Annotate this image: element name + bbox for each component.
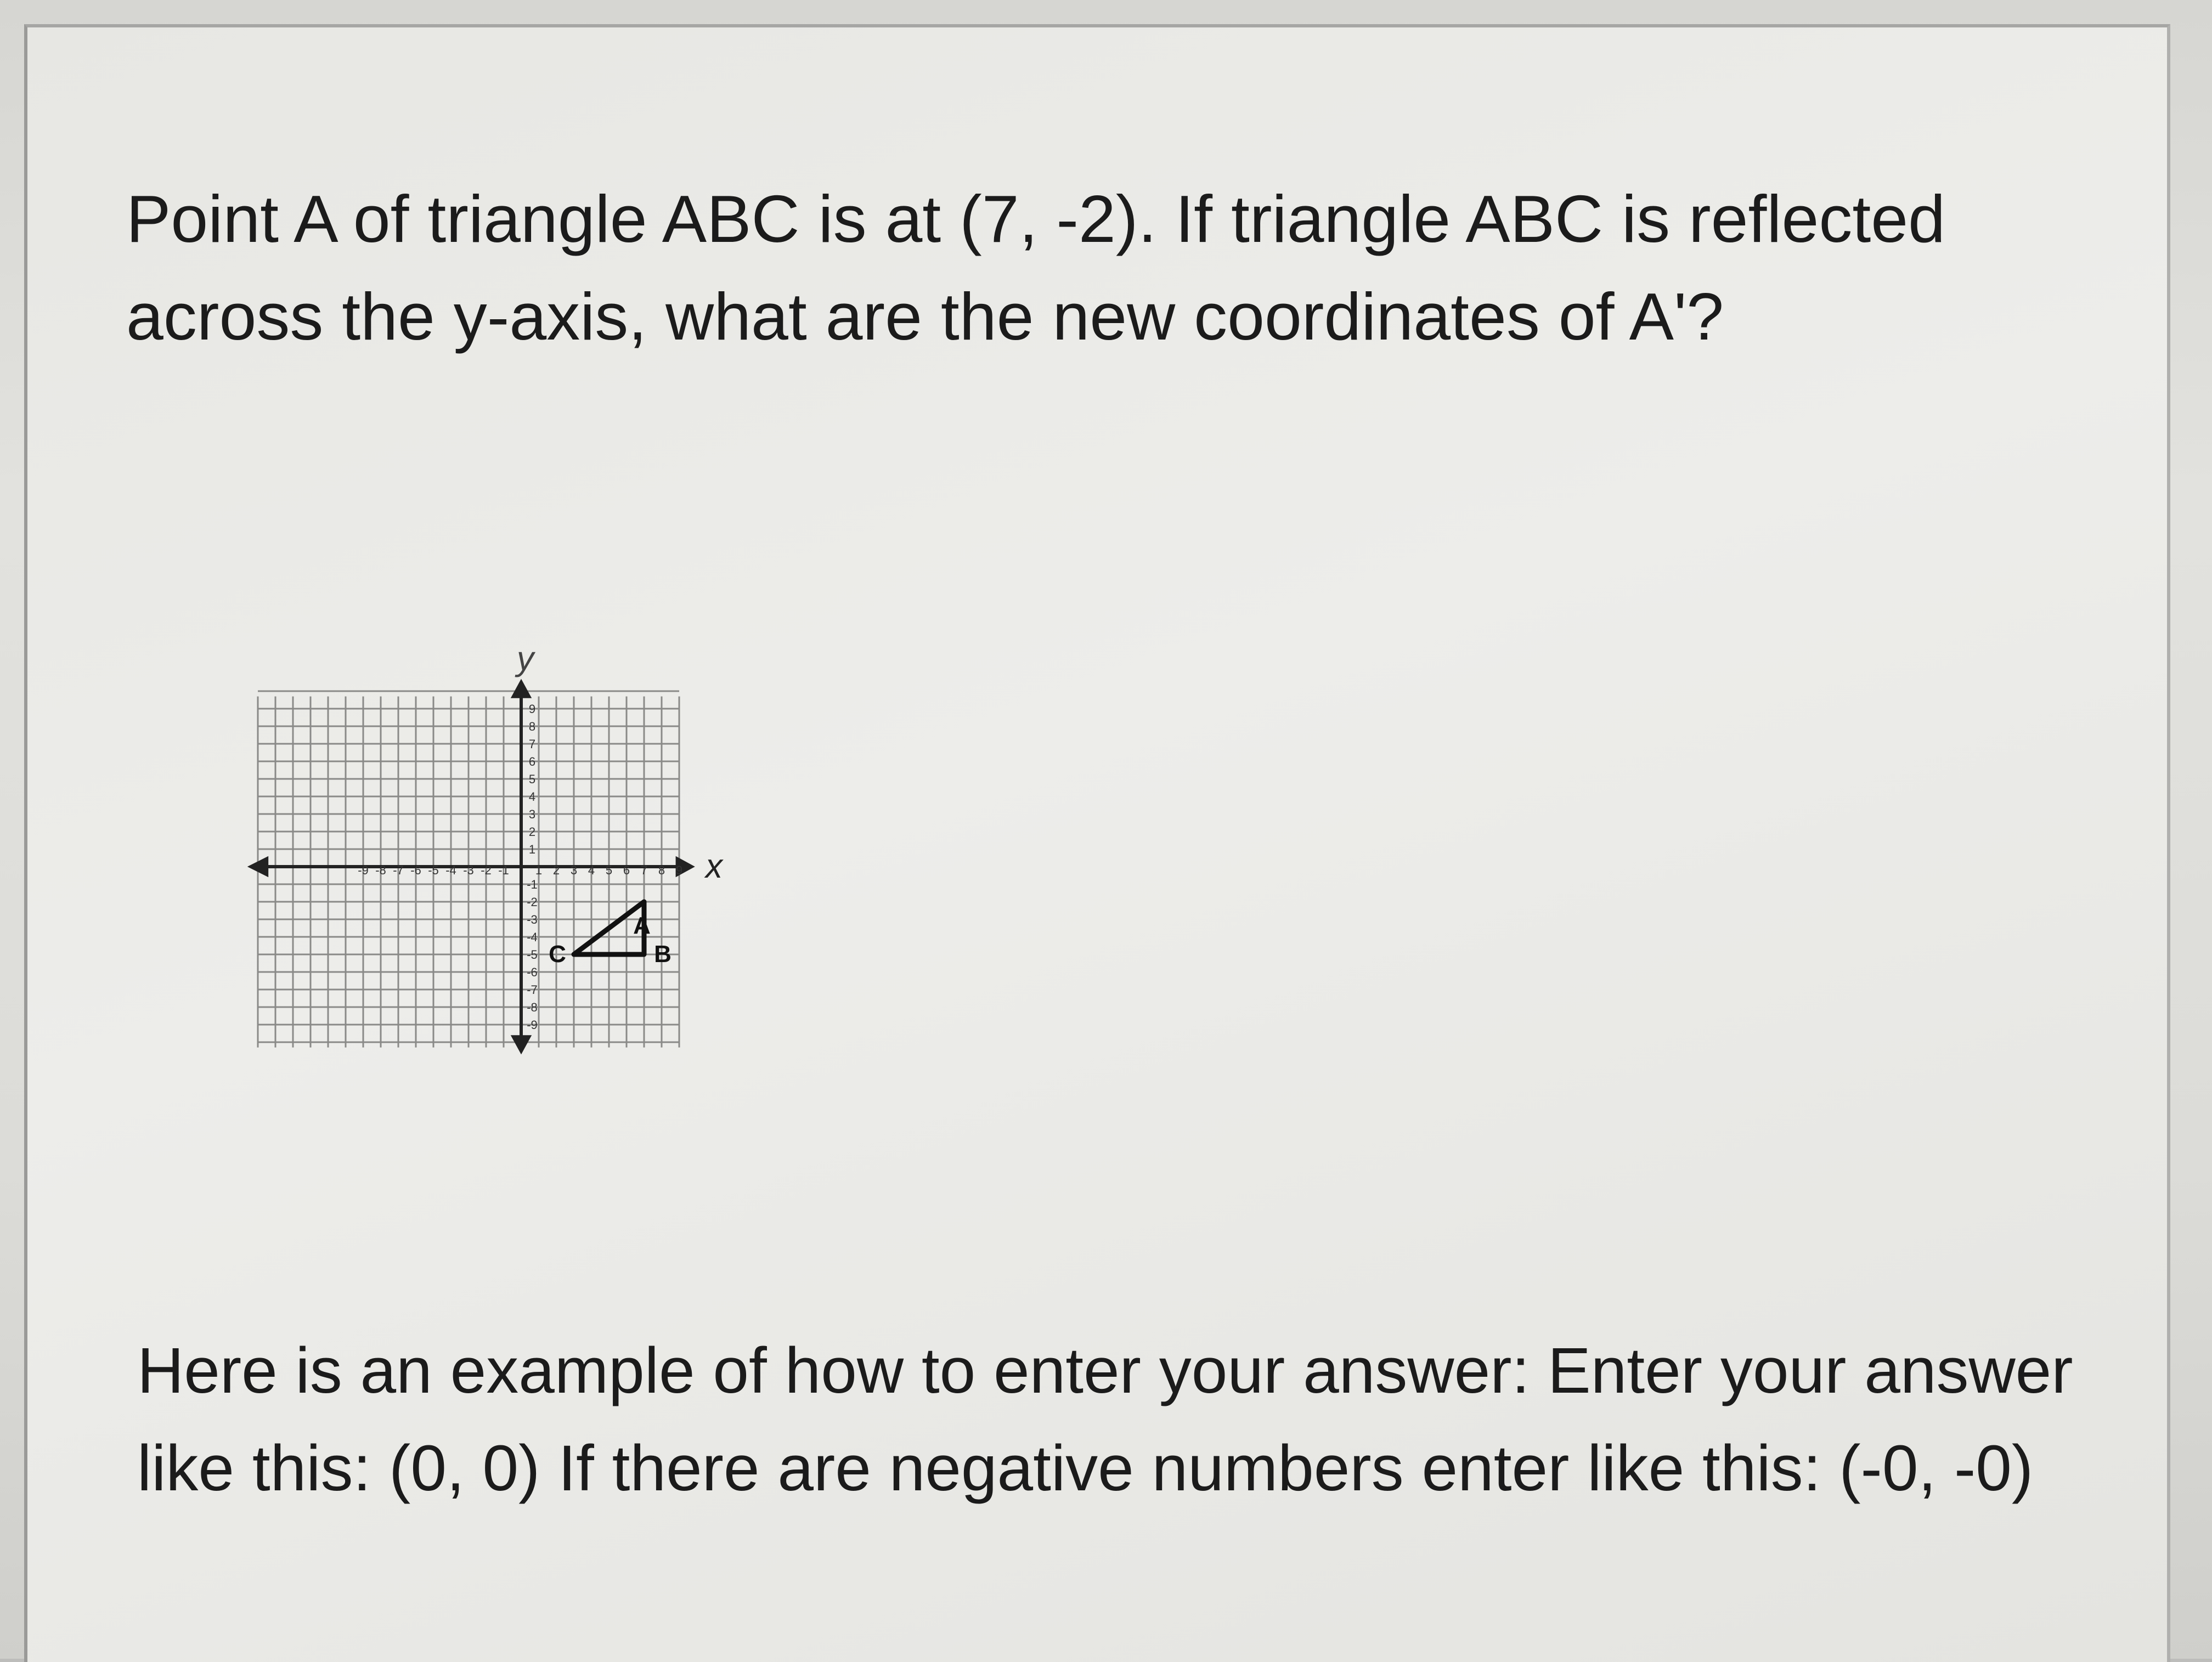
x-tick-label: 6 [623, 863, 630, 877]
question-text [126, 170, 2156, 365]
y-tick-label: -1 [527, 878, 538, 891]
x-tick-label: 4 [588, 863, 595, 877]
answer-instructions [137, 1322, 2156, 1517]
vertex-label-a: A [633, 912, 651, 939]
instructions-line-2: like this: (0, 0) If there are negative numbers enter like this: (-0, -0) [137, 1432, 2034, 1505]
question-panel [24, 24, 2170, 1662]
x-tick-label: -8 [375, 863, 386, 877]
y-axis-down-arrow-icon [511, 1035, 532, 1054]
x-tick-label: 5 [605, 863, 613, 877]
x-tick-label: -9 [358, 863, 369, 877]
x-tick-label: 2 [552, 863, 560, 877]
vertex-label-c: C [549, 941, 566, 968]
y-tick-label: 4 [528, 790, 536, 804]
y-tick-label: -3 [527, 913, 538, 926]
coordinate-graph [159, 455, 960, 1267]
y-tick-label: 7 [528, 737, 536, 751]
y-tick-label: -6 [527, 965, 538, 979]
x-tick-label: 7 [640, 863, 648, 877]
x-tick-label: -6 [410, 863, 421, 877]
triangle-abc [549, 902, 672, 968]
y-axis-up-arrow-icon [511, 679, 532, 698]
y-tick-label: -4 [527, 930, 538, 944]
x-tick-label: -3 [463, 863, 474, 877]
question-line-1: Point A of triangle ABC is at (7, -2). If triangle ABC is reflected [126, 182, 1945, 256]
x-tick-label: -5 [428, 863, 439, 877]
y-tick-label: 5 [528, 772, 536, 786]
y-tick-label: -7 [527, 983, 538, 997]
y-tick-label: -8 [527, 1000, 538, 1014]
x-tick-label: -1 [498, 863, 509, 877]
instructions-line-1: Here is an example of how to enter your answer: Enter your answer [137, 1335, 2073, 1407]
x-tick-label: 3 [570, 863, 578, 877]
y-tick-label: 1 [528, 843, 536, 856]
y-tick-label: 2 [528, 825, 536, 839]
x-tick-label: 9 [675, 863, 683, 877]
x-tick-label: -4 [445, 863, 456, 877]
x-tick-label: 8 [658, 863, 665, 877]
vertex-label-b: B [654, 941, 672, 968]
x-axis-label: x [706, 847, 723, 885]
question-line-2: across the y-axis, what are the new coordinates of A'? [126, 279, 1724, 354]
y-tick-label: 9 [528, 702, 536, 716]
y-tick-label: -5 [527, 948, 538, 962]
x-tick-label: -7 [393, 863, 404, 877]
y-tick-label: 6 [528, 755, 536, 768]
y-tick-label: -9 [527, 1018, 538, 1032]
y-tick-label: 8 [528, 720, 536, 733]
y-tick-label: 3 [528, 807, 536, 821]
y-tick-label: -2 [527, 895, 538, 909]
x-tick-label: -2 [481, 863, 492, 877]
y-axis-label: y [517, 640, 534, 678]
x-tick-label: 1 [535, 863, 543, 877]
